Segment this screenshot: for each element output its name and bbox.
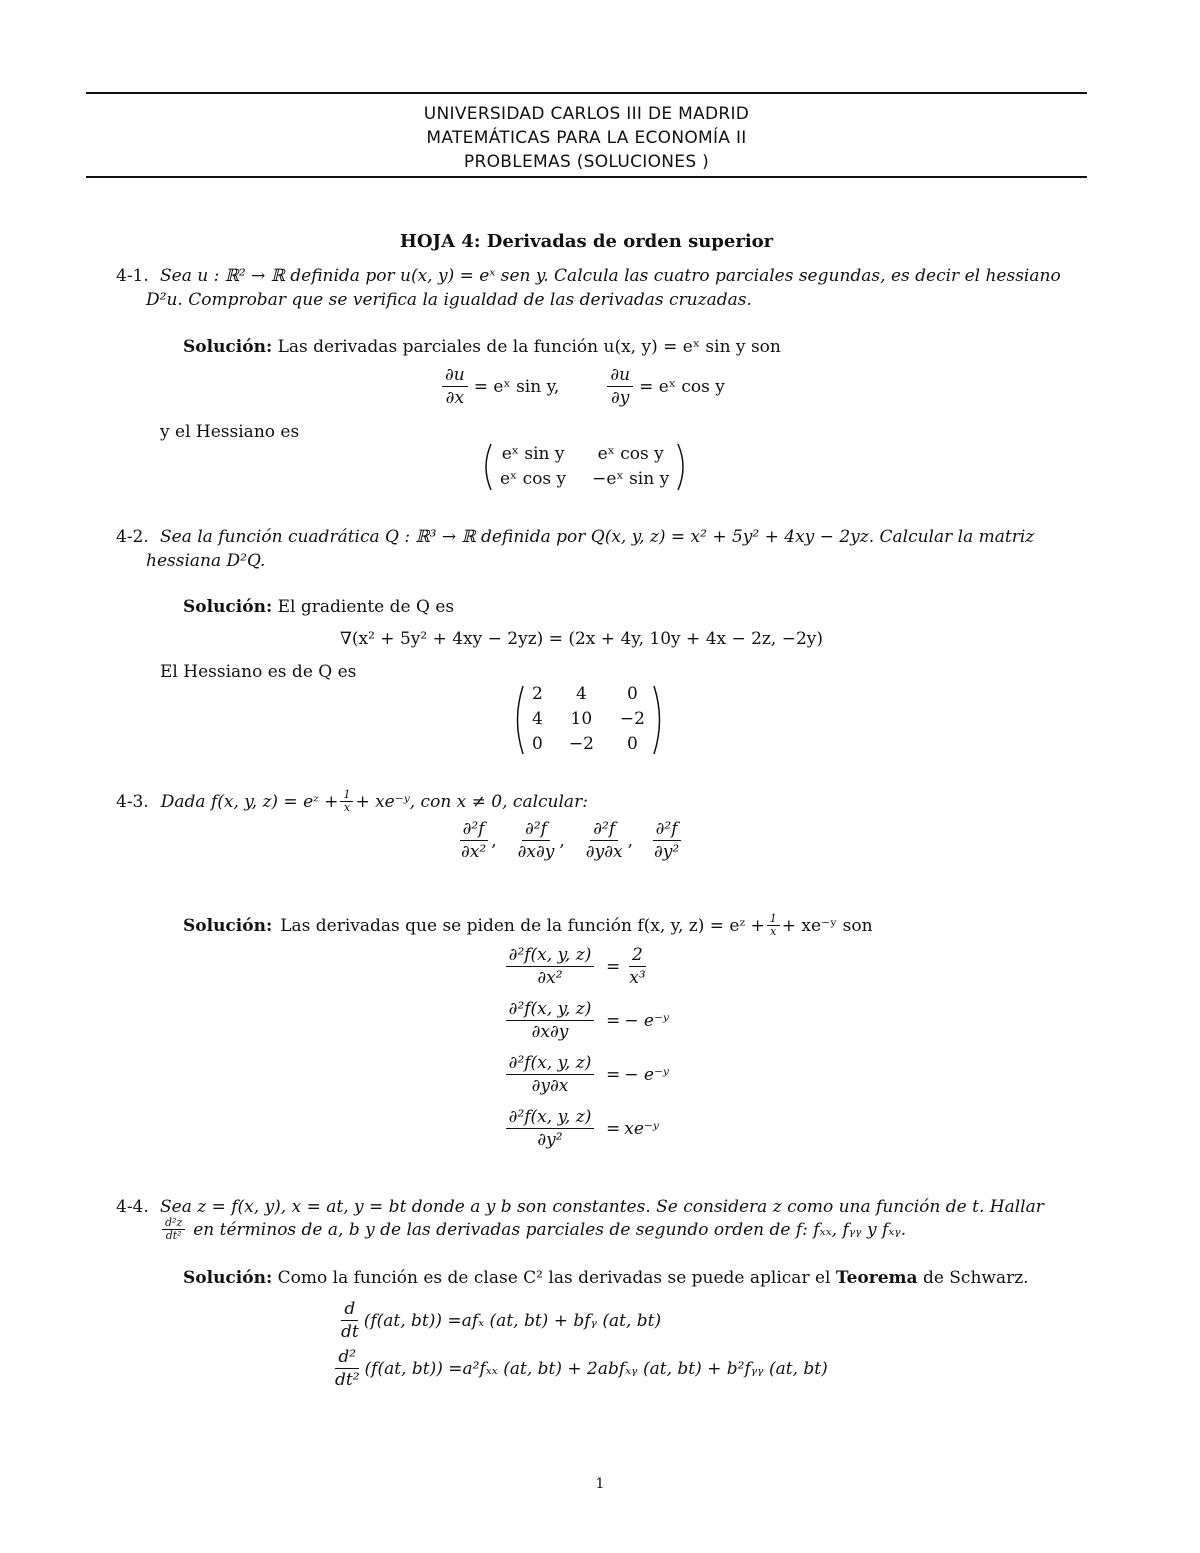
- equation: [440, 364, 725, 409]
- result-row: [498, 998, 669, 1043]
- solution-line: [183, 597, 454, 617]
- solution-label: Solución:: [183, 597, 273, 617]
- fraction: [500, 1052, 600, 1097]
- top-rule: [86, 92, 1087, 94]
- hessian-matrix: [512, 683, 665, 756]
- fraction-numerator: 2: [629, 944, 646, 967]
- problem-number: 4-4.: [116, 1197, 149, 1217]
- equals-sign: =: [606, 1118, 621, 1139]
- solution-line: [183, 913, 873, 938]
- equation-rhs: = eˣ sin y,: [473, 376, 560, 397]
- fraction-numerator: ∂²f: [522, 818, 550, 841]
- fraction-denominator: dt²: [165, 1229, 182, 1242]
- matrix-cell: 0: [627, 734, 638, 754]
- matrix-cell: 0: [627, 684, 638, 704]
- solution-text: Como la función es de clase C² las derivadas se puede aplicar el: [277, 1268, 831, 1288]
- equation: [336, 1298, 661, 1343]
- solution-text: + xe⁻ʸ son: [781, 915, 873, 936]
- hessian-intro: y el Hessiano es: [160, 422, 300, 442]
- fraction-denominator: ∂x∂y: [517, 842, 555, 862]
- separator: ,: [559, 830, 565, 851]
- fraction-denominator: ∂x²: [461, 842, 487, 862]
- matrix-cell: −2: [619, 709, 645, 729]
- matrix-cell: −2: [568, 734, 594, 754]
- equation: [330, 1346, 828, 1391]
- sheet-title: HOJA 4: Derivadas de orden superior: [399, 231, 774, 252]
- result-row: [498, 1106, 659, 1151]
- fraction-denominator: ∂y: [611, 388, 630, 408]
- fraction: [338, 1298, 362, 1343]
- fraction-denominator: ∂x∂y: [531, 1022, 569, 1042]
- result-rhs: xe⁻ʸ: [624, 1118, 659, 1139]
- result-rhs: − e⁻ʸ: [624, 1064, 669, 1085]
- matrix-cell: 10: [570, 709, 593, 729]
- problem-number: 4-1.: [116, 266, 149, 286]
- statement-part: + xe⁻ʸ, con x ≠ 0, calcular:: [355, 791, 588, 812]
- fraction: [767, 913, 780, 938]
- solution-text: El gradiente de Q es: [277, 597, 455, 617]
- fraction: [500, 944, 600, 989]
- fraction: [500, 998, 600, 1043]
- fraction: [162, 1217, 185, 1242]
- equation-rhs: = eˣ cos y: [639, 376, 725, 397]
- separator: ,: [491, 830, 497, 851]
- fraction-numerator: ∂²f: [460, 818, 488, 841]
- matrix-cell: eˣ cos y: [597, 444, 664, 464]
- fraction-numerator: ∂²f(x, y, z): [506, 1106, 595, 1129]
- separator: ,: [627, 830, 633, 851]
- equation-rhs: a²fₓₓ (at, bt) + 2abfₓᵧ (at, bt) + b²fᵧᵧ (at, bt): [462, 1358, 828, 1379]
- statement-part: Dada f(x, y, z) = eᶻ +: [160, 791, 339, 812]
- fraction: [626, 944, 648, 989]
- header-university: UNIVERSIDAD CARLOS III DE MADRID: [423, 104, 750, 124]
- fraction-denominator: x: [770, 925, 777, 938]
- matrix-cell: 0: [532, 734, 543, 754]
- fraction-numerator: ∂²f: [653, 818, 681, 841]
- equation-lhs: (f(at, bt)) =: [363, 1310, 462, 1331]
- fraction-numerator: ∂²f(x, y, z): [506, 944, 595, 967]
- fraction-denominator: ∂x²: [537, 968, 563, 988]
- fraction-numerator: d²z: [162, 1217, 185, 1230]
- solution-text: Las derivadas parciales de la función u(x, y) = eˣ sin y son: [277, 337, 781, 357]
- bottom-rule: [86, 176, 1087, 178]
- matrix-cell: 4: [575, 684, 587, 704]
- matrix-cell: −eˣ sin y: [592, 469, 670, 489]
- equation-lhs: (f(at, bt)) =: [364, 1358, 463, 1379]
- fraction-numerator: d²: [335, 1346, 359, 1369]
- fraction-numerator: ∂u: [607, 364, 633, 387]
- fraction: [442, 364, 468, 409]
- problem-statement: Sea la función cuadrática Q : ℝ³ → ℝ definida por Q(x, y, z) = x² + 5y² + 4xy − 2yz. Calcular la matriz: [160, 527, 1035, 547]
- matrix-cell: eˣ cos y: [500, 469, 567, 489]
- matrix-cell: eˣ sin y: [501, 444, 565, 464]
- problem-statement: hessiana D²Q.: [146, 551, 266, 571]
- problem-statement: Sea u : ℝ² → ℝ definida por u(x, y) = eˣ sen y. Calcula las cuatro parciales segundas, es decir el hessiano: [160, 266, 1061, 286]
- fraction: [607, 364, 633, 409]
- right-paren: [675, 442, 689, 492]
- header-course: MATEMÁTICAS PARA LA ECONOMÍA II: [426, 128, 747, 148]
- fraction-numerator: 1: [340, 789, 353, 802]
- left-paren: [480, 442, 494, 492]
- solution-text: Las derivadas que se piden de la función f(x, y, z) = eᶻ +: [280, 915, 765, 936]
- problem-number: 4-3.: [116, 791, 149, 812]
- theorem-name: Teorema: [835, 1268, 918, 1288]
- right-paren: [651, 684, 665, 756]
- fraction-denominator: ∂x: [445, 388, 465, 408]
- solution-label: Solución:: [183, 915, 273, 936]
- solution-text: de Schwarz.: [922, 1268, 1029, 1288]
- fraction-numerator: d: [341, 1298, 358, 1321]
- fraction-numerator: ∂²f(x, y, z): [506, 1052, 595, 1075]
- solution-label: Solución:: [183, 1268, 273, 1288]
- solution-line: [183, 1268, 1029, 1288]
- header-problems: PROBLEMAS (SOLUCIONES ): [463, 152, 710, 172]
- fraction-denominator: x³: [629, 968, 646, 988]
- asked-derivatives: [456, 818, 684, 863]
- fraction: [651, 818, 682, 863]
- fraction-numerator: ∂u: [442, 364, 468, 387]
- fraction-denominator: x: [343, 801, 351, 814]
- problem-statement: [116, 789, 588, 814]
- solution-label: Solución:: [183, 337, 273, 357]
- problem-statement: [160, 1217, 906, 1242]
- result-row: [498, 1052, 669, 1097]
- equation-rhs: afₓ (at, bt) + bfᵧ (at, bt): [461, 1310, 662, 1331]
- problem-number: 4-2.: [116, 527, 149, 547]
- result-row: [498, 944, 651, 989]
- fraction: [500, 1106, 600, 1151]
- fraction-denominator: ∂y∂x: [585, 842, 623, 862]
- hessian-intro: El Hessiano es de Q es: [160, 662, 357, 682]
- matrix-cell: 2: [532, 684, 543, 704]
- problem-statement: D²u. Comprobar que se verifica la igualdad de las derivadas cruzadas.: [146, 290, 752, 310]
- statement-part: en términos de a, b y de las derivadas parciales de segundo orden de f: fₓₓ, fᵧᵧ y fₓᵧ.: [193, 1219, 907, 1240]
- hessian-matrix: [480, 442, 689, 492]
- fraction-numerator: 1: [767, 913, 780, 926]
- problem-statement: Sea z = f(x, y), x = at, y = bt donde a y b son constantes. Se considera z como una función de t. Hallar: [160, 1197, 1044, 1217]
- page-number: 1: [595, 1476, 605, 1492]
- fraction-numerator: ∂²f(x, y, z): [506, 998, 595, 1021]
- gradient-equation: ∇(x² + 5y² + 4xy − 2yz) = (2x + 4y, 10y + 4x − 2z, −2y): [340, 629, 824, 649]
- fraction: [583, 818, 626, 863]
- result-rhs: − e⁻ʸ: [624, 1010, 669, 1031]
- fraction-denominator: ∂y²: [653, 842, 680, 862]
- equals-sign: =: [606, 1010, 621, 1031]
- equals-sign: =: [606, 1064, 621, 1085]
- equals-sign: =: [606, 956, 621, 977]
- fraction: [515, 818, 558, 863]
- solution-line: [183, 337, 781, 357]
- fraction-denominator: ∂y∂x: [531, 1076, 569, 1096]
- fraction: [458, 818, 489, 863]
- fraction-denominator: dt: [341, 1322, 359, 1342]
- matrix-cell: 4: [532, 709, 543, 729]
- fraction-denominator: ∂y²: [537, 1130, 563, 1150]
- fraction: [332, 1346, 363, 1391]
- fraction-denominator: dt²: [335, 1370, 360, 1390]
- fraction: [340, 789, 353, 814]
- fraction-numerator: ∂²f: [590, 818, 618, 841]
- left-paren: [512, 684, 526, 756]
